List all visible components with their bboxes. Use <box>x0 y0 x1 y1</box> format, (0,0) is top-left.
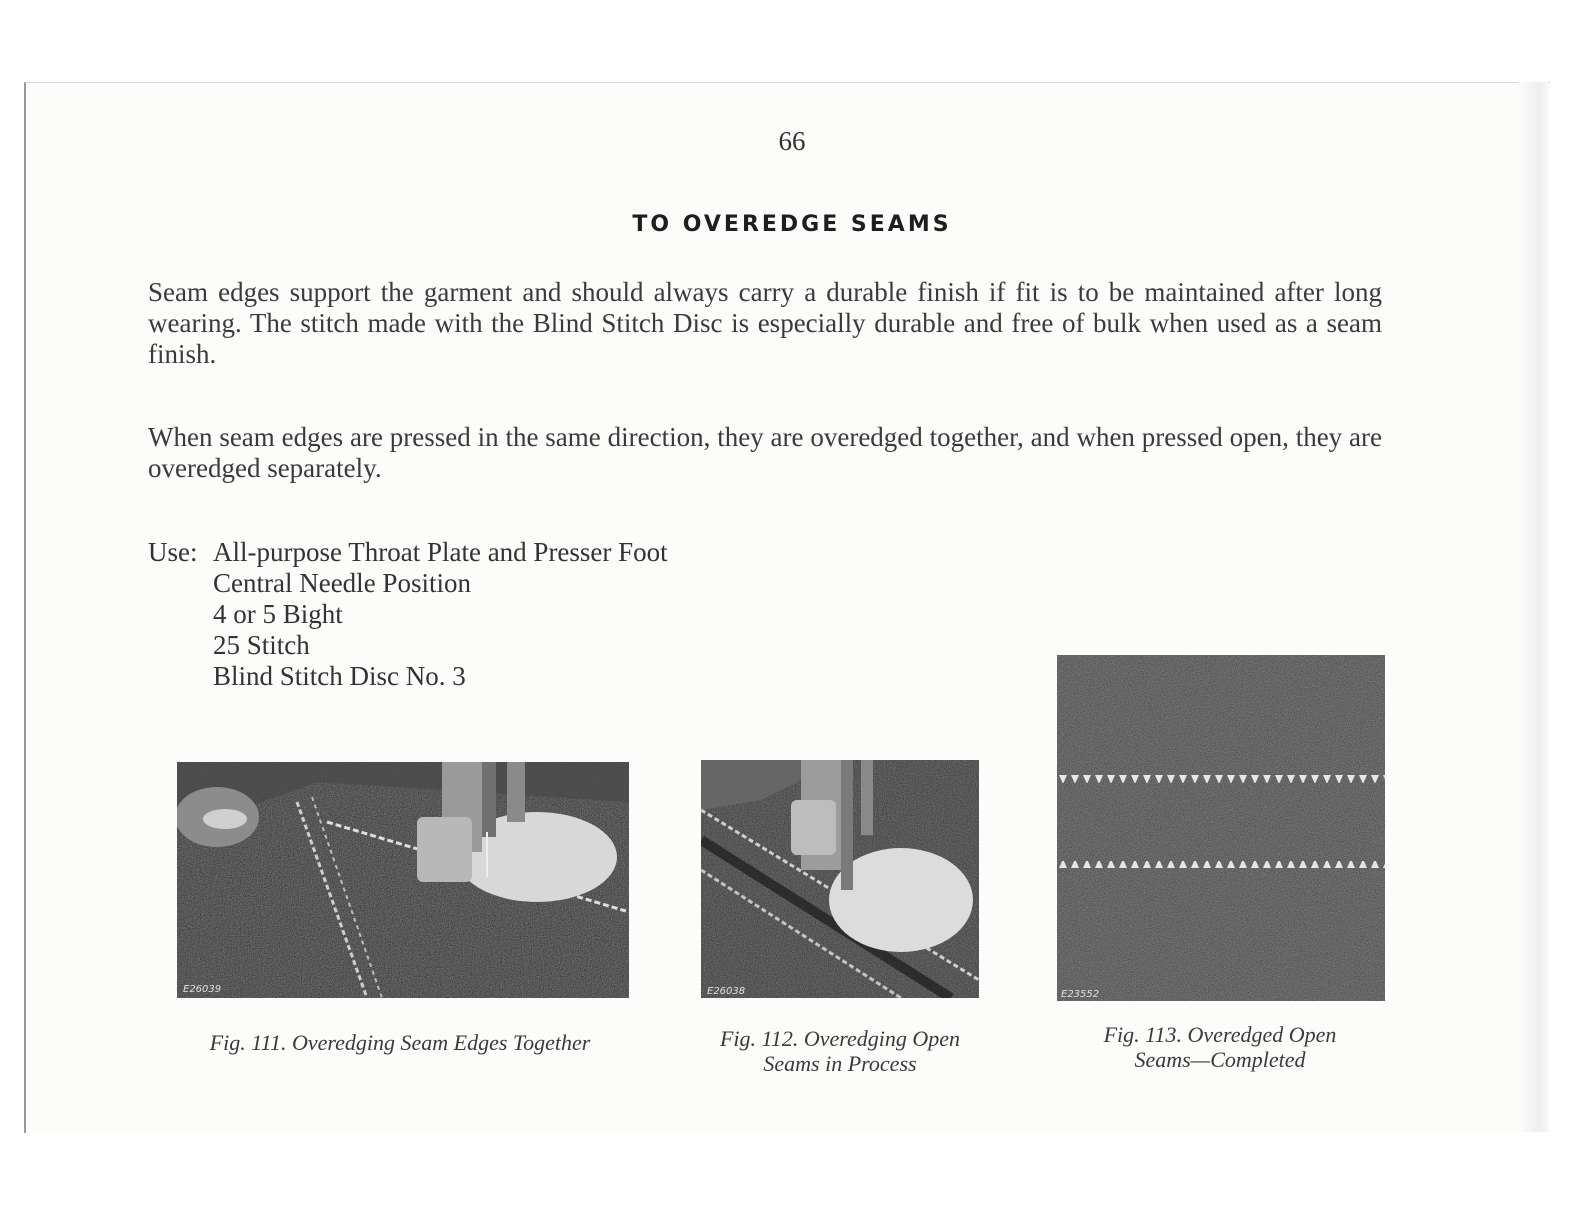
page-edge-shadow <box>1518 82 1548 1132</box>
figure-111-caption-line: Fig. 111. Overedging Seam Edges Together <box>209 1030 591 1055</box>
figure-111-code: E26039 <box>183 984 222 995</box>
use-item: All-purpose Throat Plate and Presser Foot <box>213 537 668 567</box>
figure-112-caption-line1: Fig. 112. Overedging Open <box>719 1026 961 1051</box>
figure-113-caption <box>1060 1022 1380 1072</box>
figure-113-caption-line1: Fig. 113. Overedged Open <box>1103 1022 1337 1047</box>
body-paragraph: Seam edges support the garment and should always carry a durable finish if fit is to be maintained after long wearing. The stitch made with the Blind Stitch Disc is especially durable and free of bulk when used as a seam finish. <box>148 277 1382 369</box>
use-label: Use: <box>148 537 198 567</box>
figure-112-code: E26038 <box>707 986 746 997</box>
figure-112-photo <box>701 760 979 998</box>
body-paragraph: When seam edges are pressed in the same direction, they are overedged together, and when pressed open, they are overedged separately. <box>148 422 1382 483</box>
figure-113-caption-line2: Seams—Completed <box>1134 1047 1306 1072</box>
figure-111-photo <box>177 762 629 998</box>
figure-112-caption-line2: Seams in Process <box>763 1051 917 1076</box>
page-number: 66 <box>778 126 806 156</box>
use-item: Blind Stitch Disc No. 3 <box>213 661 466 691</box>
use-item: 25 Stitch <box>213 630 310 660</box>
use-item: 4 or 5 Bight <box>213 599 343 629</box>
use-item: Central Needle Position <box>213 568 471 598</box>
figure-111-caption <box>160 1030 640 1055</box>
use-items <box>213 537 668 692</box>
figure-113-code: E23552 <box>1061 989 1100 1000</box>
section-heading: TO OVEREDGE SEAMS <box>632 212 952 237</box>
figure-113-photo <box>1057 655 1385 1001</box>
figure-112-caption <box>680 1026 1000 1076</box>
